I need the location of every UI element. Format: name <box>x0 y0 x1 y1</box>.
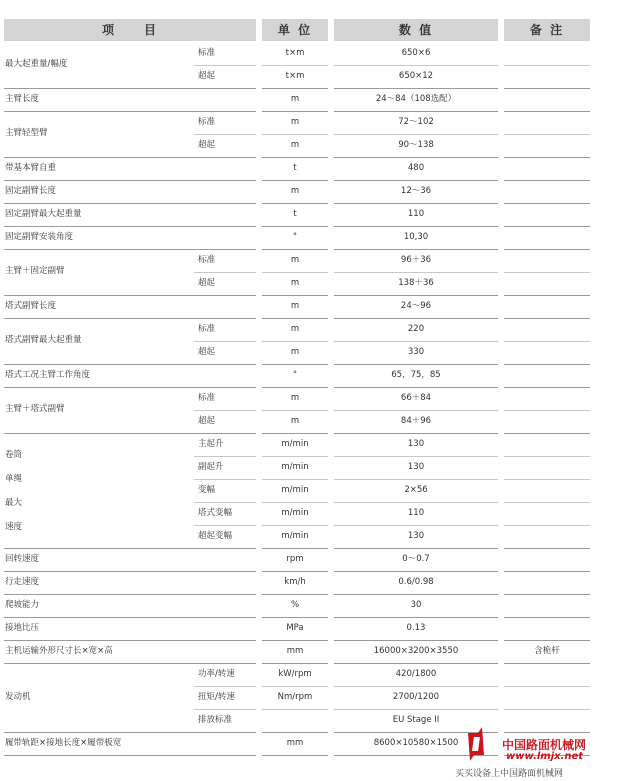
row-divider <box>194 272 256 273</box>
spec-unit: mm <box>286 738 304 748</box>
row-divider <box>504 640 590 641</box>
row-divider <box>334 433 498 434</box>
spec-value: 420/1800 <box>395 669 437 679</box>
spec-unit: m/min <box>281 485 309 495</box>
spec-unit: kW/rpm <box>278 669 312 679</box>
spec-sub-label: 扭矩/转速 <box>198 692 235 702</box>
spec-unit: t×m <box>285 48 305 58</box>
row-divider <box>262 134 328 135</box>
row-divider <box>262 157 328 158</box>
row-divider <box>4 111 256 112</box>
row-divider <box>262 732 328 733</box>
spec-value: 96＋36 <box>400 255 432 265</box>
row-divider <box>262 502 328 503</box>
spec-value: 10,30 <box>403 232 429 242</box>
row-divider <box>504 226 590 227</box>
row-divider <box>504 134 590 135</box>
row-divider <box>262 663 328 664</box>
spec-value: 110 <box>407 209 425 219</box>
row-divider <box>262 709 328 710</box>
row-divider <box>334 111 498 112</box>
row-divider <box>262 341 328 342</box>
row-divider <box>504 410 590 411</box>
spec-unit: m <box>290 393 300 403</box>
row-divider <box>4 203 256 204</box>
row-divider <box>504 88 590 89</box>
spec-name: 接地比压 <box>5 622 40 633</box>
spec-name: 带基本臂自重 <box>5 162 57 173</box>
row-divider <box>334 548 498 549</box>
watermark-site-name: 中国路面机械网 <box>502 738 587 752</box>
row-divider <box>334 387 498 388</box>
spec-name: 固定副臂安装角度 <box>5 231 74 242</box>
row-divider <box>4 364 256 365</box>
spec-value: 24～84（108选配） <box>375 94 457 104</box>
row-divider <box>4 571 256 572</box>
row-divider <box>334 502 498 503</box>
row-divider <box>262 272 328 273</box>
row-divider <box>504 548 590 549</box>
row-divider <box>504 686 590 687</box>
row-divider <box>504 111 590 112</box>
spec-unit: m <box>290 347 300 357</box>
row-divider <box>4 594 256 595</box>
row-divider <box>334 226 498 227</box>
row-divider <box>262 525 328 526</box>
row-divider <box>504 318 590 319</box>
row-divider <box>262 318 328 319</box>
row-divider <box>262 88 328 89</box>
row-divider <box>4 387 256 388</box>
row-divider <box>334 709 498 710</box>
row-divider <box>334 341 498 342</box>
spec-sub-label: 排放标准 <box>198 715 233 725</box>
spec-unit: m/min <box>281 439 309 449</box>
row-divider <box>334 180 498 181</box>
row-divider <box>334 594 498 595</box>
row-divider <box>4 755 256 756</box>
spec-name: 履带轨距×接地长度×履带板宽 <box>5 737 122 748</box>
spec-unit: m/min <box>281 508 309 518</box>
spec-unit: m/min <box>281 462 309 472</box>
spec-sub-label: 超起 <box>198 416 216 426</box>
row-divider <box>504 525 590 526</box>
row-divider <box>504 341 590 342</box>
spec-sub-label: 超起 <box>198 71 216 81</box>
row-divider <box>4 617 256 618</box>
row-divider <box>504 479 590 480</box>
row-divider <box>262 686 328 687</box>
spec-name: 主臂轻型臂 <box>5 128 48 138</box>
spec-name: 主臂＋固定副臂 <box>5 266 65 276</box>
row-divider <box>194 479 256 480</box>
spec-value: 2700/1200 <box>392 692 440 702</box>
spec-value: 220 <box>407 324 425 334</box>
row-divider <box>504 272 590 273</box>
spec-unit: t×m <box>285 71 305 81</box>
spec-unit: m <box>290 186 300 196</box>
spec-name: 固定副臂长度 <box>5 185 57 196</box>
row-divider <box>4 318 256 319</box>
spec-name: 发动机 <box>5 691 31 702</box>
row-divider <box>194 65 256 66</box>
spec-unit: km/h <box>284 577 306 587</box>
row-divider <box>334 249 498 250</box>
row-divider <box>334 456 498 457</box>
row-divider <box>504 65 590 66</box>
spec-sub-label: 标准 <box>198 48 216 58</box>
row-divider <box>504 249 590 250</box>
spec-unit: m <box>290 117 300 127</box>
row-divider <box>4 249 256 250</box>
spec-sub-label: 超起 <box>198 140 216 150</box>
spec-name: 行走速度 <box>5 576 40 587</box>
row-divider <box>504 433 590 434</box>
row-divider <box>504 456 590 457</box>
spec-sub-label: 超起 <box>198 278 216 288</box>
row-divider <box>262 249 328 250</box>
spec-value: 12～36 <box>400 186 432 196</box>
spec-name: 塔式工况主臂工作角度 <box>5 369 91 380</box>
row-divider <box>262 755 328 756</box>
spec-name: 塔式副臂最大起重量 <box>5 335 82 345</box>
spec-unit: ° <box>292 370 298 380</box>
header-value: 数 值 <box>334 19 498 41</box>
spec-unit: m <box>290 301 300 311</box>
spec-value: 110 <box>407 508 425 518</box>
spec-name: 主机运输外形尺寸长×宽×高 <box>5 645 113 656</box>
row-divider <box>262 65 328 66</box>
row-divider <box>504 709 590 710</box>
row-divider <box>504 203 590 204</box>
spec-value: 66＋84 <box>400 393 432 403</box>
row-divider <box>334 640 498 641</box>
spec-name: 主臂＋塔式副臂 <box>5 404 65 414</box>
row-divider <box>262 433 328 434</box>
row-divider <box>334 525 498 526</box>
row-divider <box>262 479 328 480</box>
spec-unit: m <box>290 416 300 426</box>
spec-sub-label: 标准 <box>198 117 216 127</box>
spec-value: 65，75，85 <box>391 370 441 380</box>
row-divider <box>504 594 590 595</box>
spec-value: 330 <box>407 347 425 357</box>
row-divider <box>262 180 328 181</box>
row-divider <box>4 88 256 89</box>
header-unit: 单 位 <box>262 19 328 41</box>
row-divider <box>4 157 256 158</box>
row-divider <box>334 318 498 319</box>
spec-name: 塔式副臂长度 <box>5 300 57 311</box>
row-divider <box>334 686 498 687</box>
header-note: 备 注 <box>504 19 590 41</box>
row-divider <box>194 410 256 411</box>
row-divider <box>334 88 498 89</box>
spec-unit: m <box>290 140 300 150</box>
spec-unit: rpm <box>286 554 304 564</box>
spec-value: 138＋36 <box>398 278 434 288</box>
row-divider <box>334 65 498 66</box>
spec-sub-label: 标准 <box>198 324 216 334</box>
row-divider <box>504 617 590 618</box>
spec-unit: Nm/rpm <box>277 692 313 702</box>
row-divider <box>194 134 256 135</box>
spec-value: 650×6 <box>401 48 431 58</box>
row-divider <box>262 387 328 388</box>
spec-value: 90～138 <box>398 140 434 150</box>
footer-text: 买买设备上中国路面机械网 <box>455 769 564 779</box>
row-divider <box>262 364 328 365</box>
row-divider <box>504 364 590 365</box>
spec-sub-label: 超起变幅 <box>198 531 233 541</box>
row-divider <box>262 295 328 296</box>
row-divider <box>262 410 328 411</box>
spec-name: 固定副臂最大起重量 <box>5 208 82 219</box>
row-divider <box>504 157 590 158</box>
spec-value: 30 <box>410 600 422 610</box>
spec-name: 回转速度 <box>5 553 40 564</box>
spec-value: 16000×3200×3550 <box>373 646 459 656</box>
header-item: 项 目 <box>4 19 256 41</box>
row-divider <box>334 663 498 664</box>
row-divider <box>194 502 256 503</box>
row-divider <box>334 571 498 572</box>
spec-unit: m <box>290 255 300 265</box>
row-divider <box>262 203 328 204</box>
row-divider <box>334 410 498 411</box>
spec-sub-label: 副起升 <box>198 462 224 472</box>
row-divider <box>4 732 256 733</box>
spec-value: 130 <box>407 462 425 472</box>
row-divider <box>504 295 590 296</box>
row-divider <box>194 341 256 342</box>
spec-sub-label: 变幅 <box>198 485 216 495</box>
spec-value: 650×12 <box>398 71 434 81</box>
spec-value: 480 <box>407 163 425 173</box>
spec-note: 含桅杆 <box>534 645 560 656</box>
row-divider <box>4 180 256 181</box>
row-divider <box>262 594 328 595</box>
row-divider <box>334 617 498 618</box>
watermark-url[interactable]: www.lmjx.net <box>506 751 584 762</box>
row-divider <box>334 203 498 204</box>
row-divider <box>334 295 498 296</box>
spec-sub-label: 标准 <box>198 255 216 265</box>
row-divider <box>194 709 256 710</box>
row-divider <box>334 272 498 273</box>
row-divider <box>262 571 328 572</box>
spec-unit: mm <box>286 646 304 656</box>
spec-sub-label: 超起 <box>198 347 216 357</box>
spec-unit: MPa <box>286 623 304 633</box>
spec-unit: m <box>290 94 300 104</box>
row-divider <box>4 663 256 664</box>
row-divider <box>4 433 256 434</box>
row-divider <box>262 617 328 618</box>
spec-unit: % <box>290 600 300 610</box>
spec-sub-label: 塔式变幅 <box>198 508 233 518</box>
row-divider <box>4 640 256 641</box>
row-divider <box>334 479 498 480</box>
spec-name: 主臂长度 <box>5 93 40 104</box>
spec-value: 2×56 <box>404 485 428 495</box>
row-divider <box>504 387 590 388</box>
spec-value: 0～0.7 <box>402 554 430 564</box>
row-divider <box>4 548 256 549</box>
row-divider <box>262 548 328 549</box>
spec-name: 卷筒 单绳 最大 速度 <box>5 449 23 532</box>
row-divider <box>334 364 498 365</box>
spec-unit: m <box>290 278 300 288</box>
spec-unit: t <box>293 163 297 173</box>
spec-value: 130 <box>407 439 425 449</box>
row-divider <box>504 571 590 572</box>
spec-unit: t <box>293 209 297 219</box>
spec-unit: ° <box>292 232 298 242</box>
row-divider <box>504 502 590 503</box>
row-divider <box>194 525 256 526</box>
spec-sub-label: 功率/转速 <box>198 669 235 679</box>
spec-sub-label: 标准 <box>198 393 216 403</box>
row-divider <box>4 295 256 296</box>
spec-sub-label: 主起升 <box>198 439 224 449</box>
spec-value: 0.6/0.98 <box>398 577 434 587</box>
row-divider <box>194 686 256 687</box>
spec-value: 84＋96 <box>400 416 432 426</box>
row-divider <box>334 134 498 135</box>
spec-unit: m <box>290 324 300 334</box>
row-divider <box>504 663 590 664</box>
spec-value: 0.13 <box>406 623 426 633</box>
row-divider <box>504 180 590 181</box>
spec-name: 最大起重量/幅度 <box>5 59 68 69</box>
row-divider <box>194 456 256 457</box>
spec-value: 130 <box>407 531 425 541</box>
spec-value: 24～96 <box>400 301 432 311</box>
row-divider <box>334 157 498 158</box>
spec-value: EU Stage II <box>392 715 440 725</box>
spec-value: 72～102 <box>398 117 434 127</box>
spec-value: 8600×10580×1500 <box>373 738 459 748</box>
spec-unit: m/min <box>281 531 309 541</box>
row-divider <box>262 111 328 112</box>
row-divider <box>262 226 328 227</box>
spec-name: 爬坡能力 <box>5 599 40 610</box>
row-divider <box>262 640 328 641</box>
row-divider <box>4 226 256 227</box>
row-divider <box>262 456 328 457</box>
